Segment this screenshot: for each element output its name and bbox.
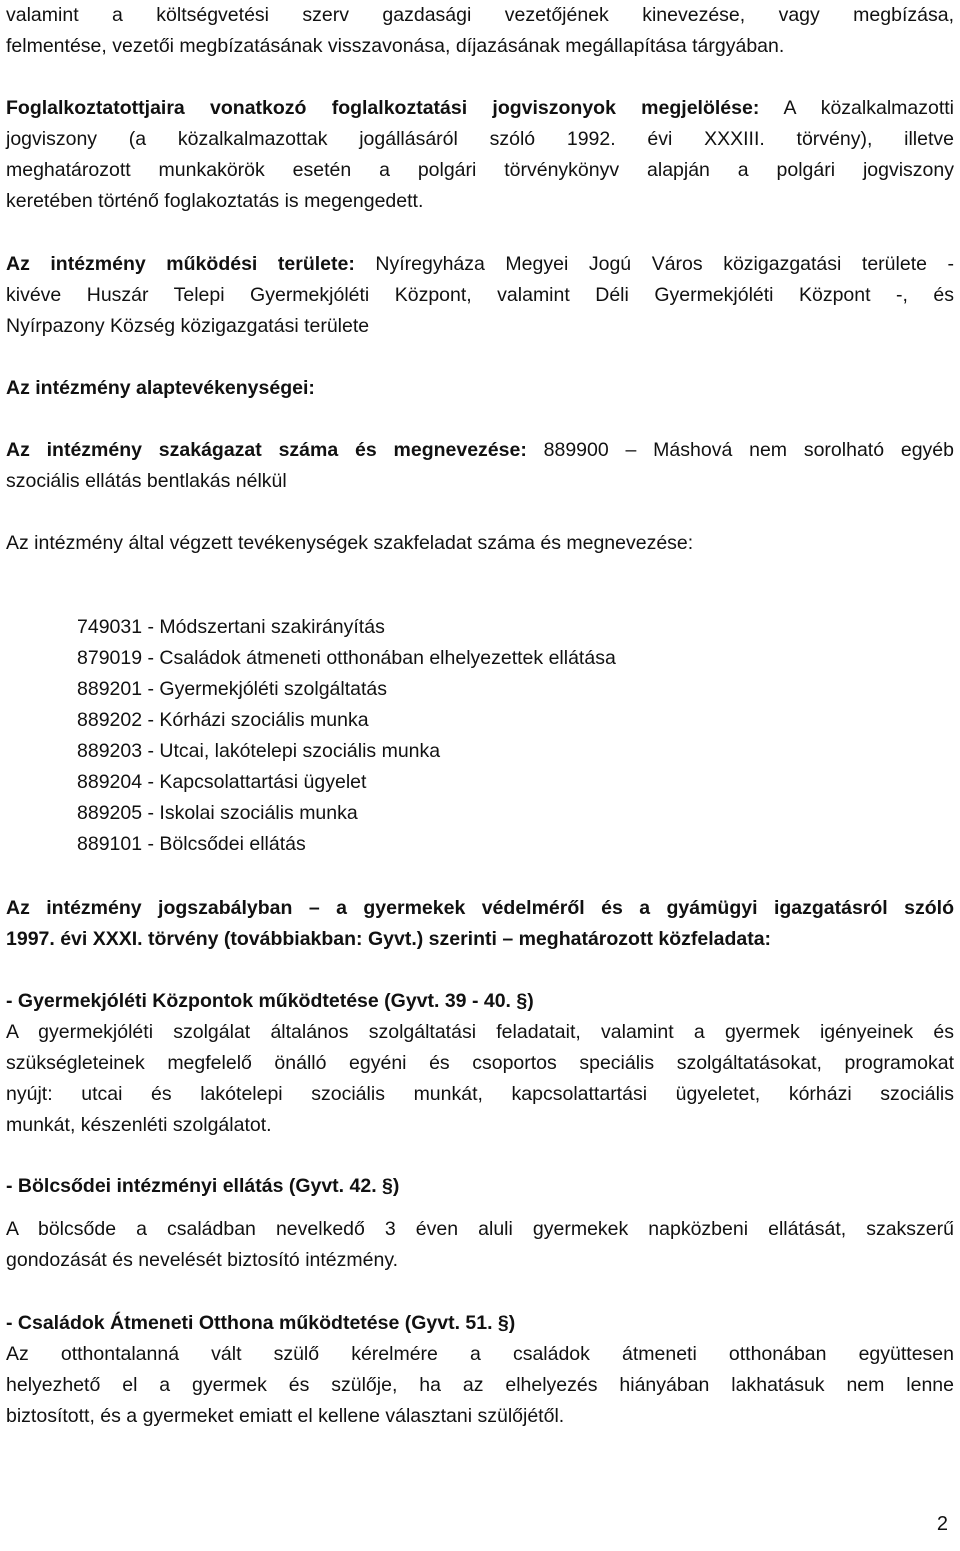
family-section <box>6 1308 954 1432</box>
employment-line: keretében történő foglakoztatás is megengedett. <box>6 190 424 212</box>
public-task-line: 1997. évi XXXI. törvény (továbbiakban: Gyvt.) szerinti – meghatározott közfeladata: <box>6 928 772 950</box>
section-line: A gyermekjóléti szolgálat általános szolgáltatási feladatait, valamint a gyermek igényeinek és <box>6 1021 954 1043</box>
section-heading: - Családok Átmeneti Otthona működtetése (Gyvt. 51. §) <box>6 1312 516 1334</box>
section-line: munkát, készenléti szolgálatot. <box>6 1114 272 1136</box>
employment-label: Foglalkoztatottjaira vonatkozó foglalkoztatási jogviszonyok megjelölése: <box>6 97 760 119</box>
branch-paragraph <box>6 435 954 497</box>
nursery-text <box>6 1214 954 1276</box>
section-line: gondozását és nevelését biztosító intézmény. <box>6 1249 399 1271</box>
basic-activities-label: Az intézmény alaptevékenységei: <box>6 377 315 399</box>
branch-label: Az intézmény szakágazat száma és megnevezése: <box>6 439 527 461</box>
section-line: A bölcsőde a családban nevelkedő 3 éven aluli gyermekek napközbeni ellátását, szakszerű <box>6 1218 954 1240</box>
list-item: 889204 - Kapcsolattartási ügyelet <box>77 771 367 793</box>
activities-list <box>77 612 616 860</box>
branch-line <box>6 435 954 466</box>
area-paragraph <box>6 249 954 342</box>
area-line <box>6 249 954 280</box>
page-number: 2 <box>936 1513 948 1535</box>
intro-paragraph <box>6 0 954 62</box>
list-item: 889202 - Kórházi szociális munka <box>77 709 369 731</box>
section-line: helyezhető el a gyermek és szülője, ha az elhelyezés hiányában lakhatásuk nem lenne <box>6 1374 954 1396</box>
area-line: Nyírpazony Község közigazgatási területe <box>6 315 370 337</box>
list-item: 889203 - Utcai, lakótelepi szociális munka <box>77 740 441 762</box>
activities-intro-text: Az intézmény által végzett tevékenységek szakfeladat száma és megnevezése: <box>6 532 694 554</box>
nursery-section <box>6 1171 954 1202</box>
list-item: 749031 - Módszertani szakirányítás <box>77 616 385 638</box>
section-heading: - Gyermekjóléti Központok működtetése (Gyvt. 39 - 40. §) <box>6 990 534 1012</box>
intro-line: valamint a költségvetési szerv gazdasági vezetőjének kinevezése, vagy megbízása, <box>6 4 954 26</box>
branch-line: szociális ellátás bentlakás nélkül <box>6 470 287 492</box>
list-item: 889201 - Gyermekjóléti szolgáltatás <box>77 678 387 700</box>
activities-intro <box>6 528 954 559</box>
section-line: nyújt: utcai és lakótelepi szociális munkát, kapcsolattartási ügyeletet, kórházi szociális <box>6 1083 954 1105</box>
list-item: 889101 - Bölcsődei ellátás <box>77 833 306 855</box>
public-task-line: Az intézmény jogszabályban – a gyermekek védelméről és a gyámügyi igazgatásról szóló <box>6 897 954 919</box>
intro-line: felmentése, vezetői megbízatásának visszavonása, díjazásának megállapítása tárgyában. <box>6 35 785 57</box>
area-line: kivéve Huszár Telepi Gyermekjóléti Központ, valamint Déli Gyermekjóléti Központ -, és <box>6 284 954 306</box>
basic-activities-heading <box>6 373 954 404</box>
list-item: 889205 - Iskolai szociális munka <box>77 802 358 824</box>
employment-text: A közalkalmazotti <box>783 97 955 119</box>
section-line: Az otthontalanná vált szülő kérelmére a családok átmeneti otthonában együttesen <box>6 1343 954 1365</box>
public-task-paragraph <box>6 893 954 955</box>
section-line: szükségleteinek megfelelő önálló egyéni és csoportos speciális szolgáltatásokat, programokat <box>6 1052 954 1074</box>
employment-line: jogviszony (a közalkalmazottak jogállásáról szóló 1992. évi XXXIII. törvény), illetve <box>6 128 954 150</box>
center-section <box>6 986 954 1141</box>
branch-text: 889900 – Máshová nem sorolható egyéb <box>543 439 954 461</box>
employment-line: meghatározott munkakörök esetén a polgári törvénykönyv alapján a polgári jogviszony <box>6 159 954 181</box>
section-line: biztosított, és a gyermeket emiatt el kellene választani szülőjétől. <box>6 1405 565 1427</box>
employment-line <box>6 93 954 124</box>
area-label: Az intézmény működési területe: <box>6 253 355 275</box>
area-text: Nyíregyháza Megyei Jogú Város közigazgatási területe - <box>375 253 955 275</box>
employment-paragraph <box>6 93 954 217</box>
section-heading: - Bölcsődei intézményi ellátás (Gyvt. 42. §) <box>6 1175 400 1197</box>
list-item: 879019 - Családok átmeneti otthonában elhelyezettek ellátása <box>77 647 616 669</box>
